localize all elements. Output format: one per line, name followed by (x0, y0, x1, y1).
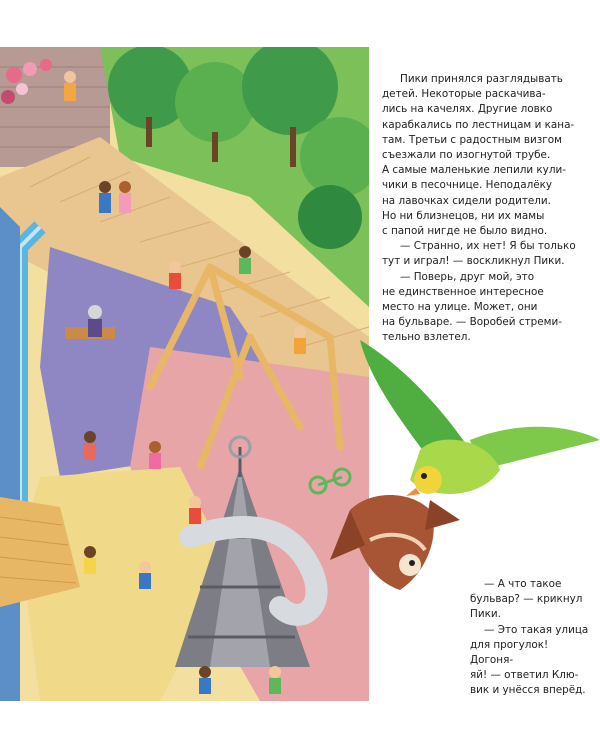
story-paragraph: Пики принялся разглядывать детей. Некоторые раскачива- лись на качелях. Другие ловко карабкались по лестницам и кана- там. Третьи с радостным визгом съезжали по изогнутой трубе. А самые маленькие лепили кули- чики в песочнице. Неподалёку на лавочках сидели родители. Но ни близнецов, ни их мамы с папой нигде не было видно. (382, 73, 575, 238)
sparrow-icon (330, 495, 460, 590)
story-paragraph: — Странно, их нет! Я бы только тут и играл! — воскликнул Пики. (382, 240, 576, 268)
playground-illustration (0, 47, 369, 701)
parrot-icon (360, 340, 600, 496)
story-text (382, 72, 582, 346)
story-paragraph: — Поверь, друг мой, это не единственное интересное место на улице. Может, они на бульваре. — Воробей стреми- тельно взлетел. (382, 270, 562, 344)
story-paragraph: — А что такое бульвар? — крикнул Пики. (470, 578, 583, 621)
story-paragraph: — Это такая улица для прогулок! Догоня- яй! — ответил Клю- вик и унёсся вперёд. (470, 623, 589, 697)
story-dialogue (470, 577, 590, 699)
